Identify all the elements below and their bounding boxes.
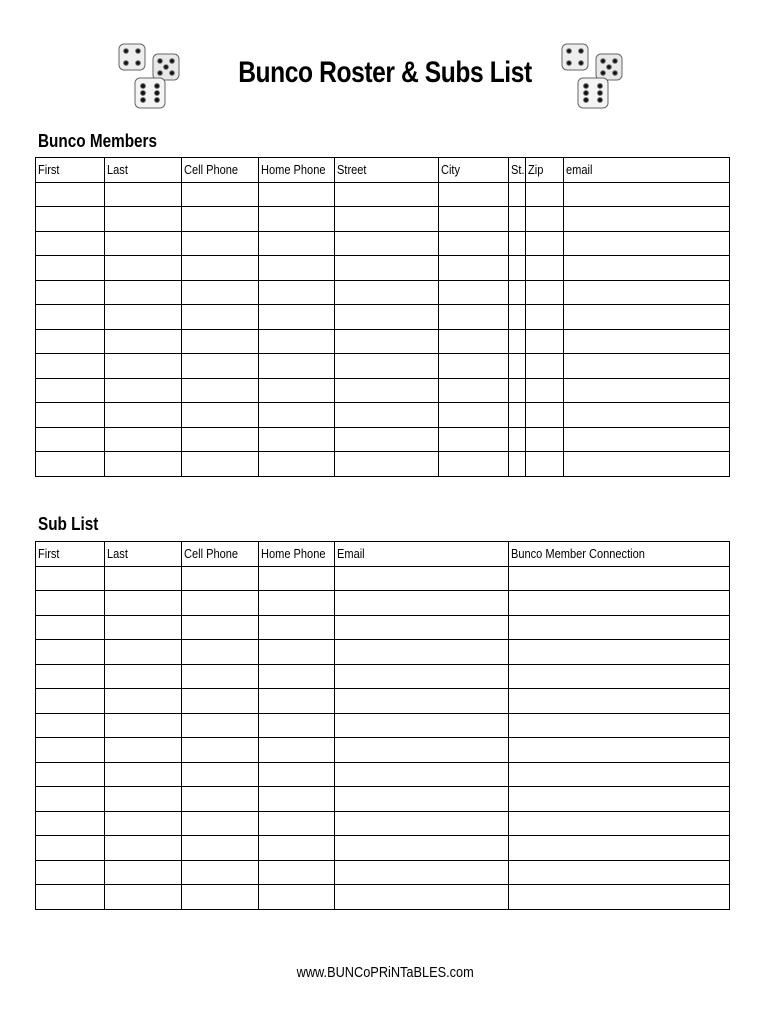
table-cell[interactable] bbox=[36, 689, 105, 714]
table-cell[interactable] bbox=[182, 591, 259, 616]
table-cell[interactable] bbox=[335, 836, 509, 861]
table-cell[interactable] bbox=[182, 182, 259, 207]
table-cell[interactable] bbox=[105, 452, 182, 477]
table-row bbox=[36, 280, 730, 305]
table-row bbox=[36, 738, 730, 763]
table-row bbox=[36, 403, 730, 428]
table-cell[interactable] bbox=[564, 378, 730, 403]
table-cell[interactable] bbox=[182, 836, 259, 861]
table-cell[interactable] bbox=[439, 231, 509, 256]
table-cell[interactable] bbox=[36, 860, 105, 885]
table-cell[interactable] bbox=[36, 640, 105, 665]
members-header-row bbox=[36, 158, 730, 183]
table-cell[interactable] bbox=[105, 591, 182, 616]
table-cell[interactable] bbox=[439, 403, 509, 428]
table-cell[interactable] bbox=[182, 762, 259, 787]
subs-header-row bbox=[36, 542, 730, 567]
table-row bbox=[36, 305, 730, 330]
table-cell[interactable] bbox=[335, 231, 439, 256]
table-cell[interactable] bbox=[36, 378, 105, 403]
table-cell[interactable] bbox=[335, 403, 439, 428]
table-cell[interactable] bbox=[335, 713, 509, 738]
table-cell[interactable] bbox=[564, 427, 730, 452]
table-cell[interactable] bbox=[36, 182, 105, 207]
table-cell[interactable] bbox=[105, 640, 182, 665]
table-cell[interactable] bbox=[526, 280, 564, 305]
table-cell[interactable] bbox=[335, 664, 509, 689]
table-cell[interactable] bbox=[439, 207, 509, 232]
table-cell[interactable] bbox=[526, 378, 564, 403]
table-row bbox=[36, 329, 730, 354]
table-cell[interactable] bbox=[509, 836, 730, 861]
table-row bbox=[36, 427, 730, 452]
table-cell[interactable] bbox=[335, 738, 509, 763]
table-cell[interactable] bbox=[259, 280, 335, 305]
table-cell[interactable] bbox=[526, 182, 564, 207]
table-cell[interactable] bbox=[105, 689, 182, 714]
table-cell[interactable] bbox=[439, 452, 509, 477]
table-cell[interactable] bbox=[509, 182, 526, 207]
table-cell[interactable] bbox=[36, 787, 105, 812]
table-cell[interactable] bbox=[36, 452, 105, 477]
col-last: Last bbox=[105, 158, 182, 183]
col-cell-phone: Cell Phone bbox=[182, 542, 259, 567]
table-cell[interactable] bbox=[105, 182, 182, 207]
table-cell[interactable] bbox=[564, 207, 730, 232]
table-row bbox=[36, 689, 730, 714]
table-cell[interactable] bbox=[36, 836, 105, 861]
table-cell[interactable] bbox=[36, 329, 105, 354]
table-row bbox=[36, 762, 730, 787]
table-cell[interactable] bbox=[36, 811, 105, 836]
table-cell[interactable] bbox=[335, 207, 439, 232]
table-cell[interactable] bbox=[564, 256, 730, 281]
table-cell[interactable] bbox=[526, 329, 564, 354]
table-cell[interactable] bbox=[182, 615, 259, 640]
table-cell[interactable] bbox=[36, 305, 105, 330]
table-cell[interactable] bbox=[439, 427, 509, 452]
table-cell[interactable] bbox=[259, 207, 335, 232]
table-cell[interactable] bbox=[36, 566, 105, 591]
table-cell[interactable] bbox=[182, 280, 259, 305]
table-cell[interactable] bbox=[259, 256, 335, 281]
table-cell[interactable] bbox=[105, 860, 182, 885]
table-cell[interactable] bbox=[335, 452, 439, 477]
table-cell[interactable] bbox=[509, 860, 730, 885]
table-cell[interactable] bbox=[509, 615, 730, 640]
table-cell[interactable] bbox=[564, 329, 730, 354]
table-cell[interactable] bbox=[105, 329, 182, 354]
table-cell[interactable] bbox=[36, 713, 105, 738]
table-cell[interactable] bbox=[105, 713, 182, 738]
table-cell[interactable] bbox=[105, 378, 182, 403]
col-member-connection: Bunco Member Connection bbox=[509, 542, 730, 567]
table-cell[interactable] bbox=[509, 280, 526, 305]
table-cell[interactable] bbox=[36, 280, 105, 305]
table-cell[interactable] bbox=[509, 231, 526, 256]
table-cell[interactable] bbox=[335, 591, 509, 616]
table-cell[interactable] bbox=[439, 354, 509, 379]
table-cell[interactable] bbox=[439, 280, 509, 305]
table-cell[interactable] bbox=[182, 664, 259, 689]
table-row bbox=[36, 713, 730, 738]
table-cell[interactable] bbox=[564, 354, 730, 379]
table-cell[interactable] bbox=[564, 452, 730, 477]
subs-table bbox=[35, 541, 730, 910]
table-row bbox=[36, 640, 730, 665]
table-row bbox=[36, 860, 730, 885]
footer-url: www.BUNCoPRiNTaBLES.com bbox=[296, 964, 474, 981]
members-table bbox=[35, 157, 730, 477]
table-cell[interactable] bbox=[105, 762, 182, 787]
table-cell[interactable] bbox=[105, 615, 182, 640]
table-cell[interactable] bbox=[509, 640, 730, 665]
table-cell[interactable] bbox=[105, 566, 182, 591]
table-cell[interactable] bbox=[36, 885, 105, 910]
table-cell[interactable] bbox=[36, 231, 105, 256]
table-cell[interactable] bbox=[335, 566, 509, 591]
table-cell[interactable] bbox=[259, 305, 335, 330]
table-cell[interactable] bbox=[509, 329, 526, 354]
table-cell[interactable] bbox=[564, 403, 730, 428]
col-email: email bbox=[564, 158, 730, 183]
table-cell[interactable] bbox=[439, 329, 509, 354]
table-cell[interactable] bbox=[105, 207, 182, 232]
subs-heading: Sub List bbox=[38, 514, 99, 534]
table-cell[interactable] bbox=[259, 762, 335, 787]
table-cell[interactable] bbox=[335, 615, 509, 640]
table-cell[interactable] bbox=[259, 664, 335, 689]
table-cell[interactable] bbox=[564, 280, 730, 305]
table-cell[interactable] bbox=[259, 378, 335, 403]
table-cell[interactable] bbox=[335, 640, 509, 665]
table-cell[interactable] bbox=[259, 860, 335, 885]
table-cell[interactable] bbox=[335, 427, 439, 452]
table-cell[interactable] bbox=[509, 566, 730, 591]
col-street: Street bbox=[335, 158, 439, 183]
table-cell[interactable] bbox=[36, 207, 105, 232]
col-last: Last bbox=[105, 542, 182, 567]
table-row bbox=[36, 811, 730, 836]
table-cell[interactable] bbox=[105, 403, 182, 428]
members-heading: Bunco Members bbox=[38, 131, 158, 151]
table-cell[interactable] bbox=[509, 664, 730, 689]
col-cell-phone: Cell Phone bbox=[182, 158, 259, 183]
table-cell[interactable] bbox=[182, 689, 259, 714]
table-cell[interactable] bbox=[182, 566, 259, 591]
table-cell[interactable] bbox=[335, 182, 439, 207]
col-first: First bbox=[36, 542, 105, 567]
table-cell[interactable] bbox=[335, 280, 439, 305]
table-cell[interactable] bbox=[526, 231, 564, 256]
table-cell[interactable] bbox=[259, 182, 335, 207]
table-cell[interactable] bbox=[259, 231, 335, 256]
table-cell[interactable] bbox=[509, 207, 526, 232]
table-cell[interactable] bbox=[182, 231, 259, 256]
table-cell[interactable] bbox=[182, 305, 259, 330]
table-cell[interactable] bbox=[335, 689, 509, 714]
table-cell[interactable] bbox=[509, 787, 730, 812]
col-first: First bbox=[36, 158, 105, 183]
table-cell[interactable] bbox=[105, 256, 182, 281]
table-cell[interactable] bbox=[182, 860, 259, 885]
table-cell[interactable] bbox=[105, 836, 182, 861]
table-row bbox=[36, 378, 730, 403]
table-cell[interactable] bbox=[509, 256, 526, 281]
table-cell[interactable] bbox=[105, 738, 182, 763]
table-cell[interactable] bbox=[259, 787, 335, 812]
table-cell[interactable] bbox=[36, 664, 105, 689]
table-row bbox=[36, 207, 730, 232]
table-cell[interactable] bbox=[335, 354, 439, 379]
table-cell[interactable] bbox=[526, 207, 564, 232]
table-cell[interactable] bbox=[259, 689, 335, 714]
table-cell[interactable] bbox=[259, 713, 335, 738]
table-cell[interactable] bbox=[509, 811, 730, 836]
table-cell[interactable] bbox=[509, 762, 730, 787]
table-cell[interactable] bbox=[564, 182, 730, 207]
table-cell[interactable] bbox=[509, 452, 526, 477]
table-row bbox=[36, 591, 730, 616]
table-cell[interactable] bbox=[564, 231, 730, 256]
table-cell[interactable] bbox=[259, 566, 335, 591]
table-cell[interactable] bbox=[526, 305, 564, 330]
table-cell[interactable] bbox=[259, 452, 335, 477]
table-row bbox=[36, 256, 730, 281]
table-cell[interactable] bbox=[335, 329, 439, 354]
table-cell[interactable] bbox=[439, 256, 509, 281]
table-cell[interactable] bbox=[182, 885, 259, 910]
table-cell[interactable] bbox=[182, 713, 259, 738]
table-cell[interactable] bbox=[36, 354, 105, 379]
table-row bbox=[36, 787, 730, 812]
table-cell[interactable] bbox=[36, 615, 105, 640]
table-cell[interactable] bbox=[36, 256, 105, 281]
table-cell[interactable] bbox=[259, 329, 335, 354]
table-cell[interactable] bbox=[509, 713, 730, 738]
table-cell[interactable] bbox=[526, 354, 564, 379]
table-cell[interactable] bbox=[182, 811, 259, 836]
table-cell[interactable] bbox=[105, 354, 182, 379]
table-row bbox=[36, 885, 730, 910]
table-cell[interactable] bbox=[182, 378, 259, 403]
page-title: Bunco Roster & Subs List bbox=[238, 56, 532, 89]
table-cell[interactable] bbox=[509, 591, 730, 616]
table-cell[interactable] bbox=[335, 860, 509, 885]
table-cell[interactable] bbox=[36, 427, 105, 452]
table-cell[interactable] bbox=[182, 452, 259, 477]
col-city: City bbox=[439, 158, 509, 183]
table-cell[interactable] bbox=[564, 305, 730, 330]
col-home-phone: Home Phone bbox=[259, 158, 335, 183]
table-row bbox=[36, 452, 730, 477]
table-cell[interactable] bbox=[259, 836, 335, 861]
table-cell[interactable] bbox=[439, 305, 509, 330]
table-cell[interactable] bbox=[182, 427, 259, 452]
table-row bbox=[36, 354, 730, 379]
table-cell[interactable] bbox=[182, 640, 259, 665]
table-cell[interactable] bbox=[509, 378, 526, 403]
table-cell[interactable] bbox=[439, 182, 509, 207]
table-cell[interactable] bbox=[182, 329, 259, 354]
table-cell[interactable] bbox=[509, 427, 526, 452]
table-cell[interactable] bbox=[36, 403, 105, 428]
table-cell[interactable] bbox=[335, 305, 439, 330]
col-home-phone: Home Phone bbox=[259, 542, 335, 567]
table-cell[interactable] bbox=[259, 885, 335, 910]
table-cell[interactable] bbox=[259, 403, 335, 428]
table-cell[interactable] bbox=[105, 811, 182, 836]
table-cell[interactable] bbox=[182, 354, 259, 379]
table-cell[interactable] bbox=[259, 615, 335, 640]
table-cell[interactable] bbox=[182, 207, 259, 232]
table-cell[interactable] bbox=[526, 427, 564, 452]
table-cell[interactable] bbox=[259, 811, 335, 836]
table-cell[interactable] bbox=[259, 640, 335, 665]
table-cell[interactable] bbox=[105, 231, 182, 256]
table-cell[interactable] bbox=[526, 403, 564, 428]
table-cell[interactable] bbox=[182, 256, 259, 281]
col-email: Email bbox=[335, 542, 509, 567]
table-cell[interactable] bbox=[526, 452, 564, 477]
table-cell[interactable] bbox=[105, 280, 182, 305]
table-cell[interactable] bbox=[509, 689, 730, 714]
table-cell[interactable] bbox=[105, 787, 182, 812]
table-cell[interactable] bbox=[509, 885, 730, 910]
table-cell[interactable] bbox=[259, 738, 335, 763]
table-row bbox=[36, 182, 730, 207]
table-cell[interactable] bbox=[335, 811, 509, 836]
col-state: St. bbox=[509, 158, 526, 183]
table-row bbox=[36, 836, 730, 861]
col-zip: Zip bbox=[526, 158, 564, 183]
table-cell[interactable] bbox=[259, 591, 335, 616]
table-cell[interactable] bbox=[509, 354, 526, 379]
table-cell[interactable] bbox=[105, 305, 182, 330]
table-cell[interactable] bbox=[259, 427, 335, 452]
table-row bbox=[36, 664, 730, 689]
table-cell[interactable] bbox=[259, 354, 335, 379]
table-cell[interactable] bbox=[509, 305, 526, 330]
table-cell[interactable] bbox=[105, 885, 182, 910]
table-cell[interactable] bbox=[509, 738, 730, 763]
table-cell[interactable] bbox=[335, 885, 509, 910]
table-cell[interactable] bbox=[36, 762, 105, 787]
table-cell[interactable] bbox=[439, 378, 509, 403]
table-cell[interactable] bbox=[182, 738, 259, 763]
table-cell[interactable] bbox=[335, 256, 439, 281]
table-cell[interactable] bbox=[526, 256, 564, 281]
table-row bbox=[36, 231, 730, 256]
table-row bbox=[36, 615, 730, 640]
table-cell[interactable] bbox=[105, 427, 182, 452]
table-cell[interactable] bbox=[182, 787, 259, 812]
table-cell[interactable] bbox=[335, 762, 509, 787]
table-cell[interactable] bbox=[335, 787, 509, 812]
table-cell[interactable] bbox=[509, 403, 526, 428]
table-cell[interactable] bbox=[335, 378, 439, 403]
table-cell[interactable] bbox=[36, 738, 105, 763]
table-row bbox=[36, 566, 730, 591]
table-cell[interactable] bbox=[105, 664, 182, 689]
table-cell[interactable] bbox=[36, 591, 105, 616]
table-cell[interactable] bbox=[182, 403, 259, 428]
